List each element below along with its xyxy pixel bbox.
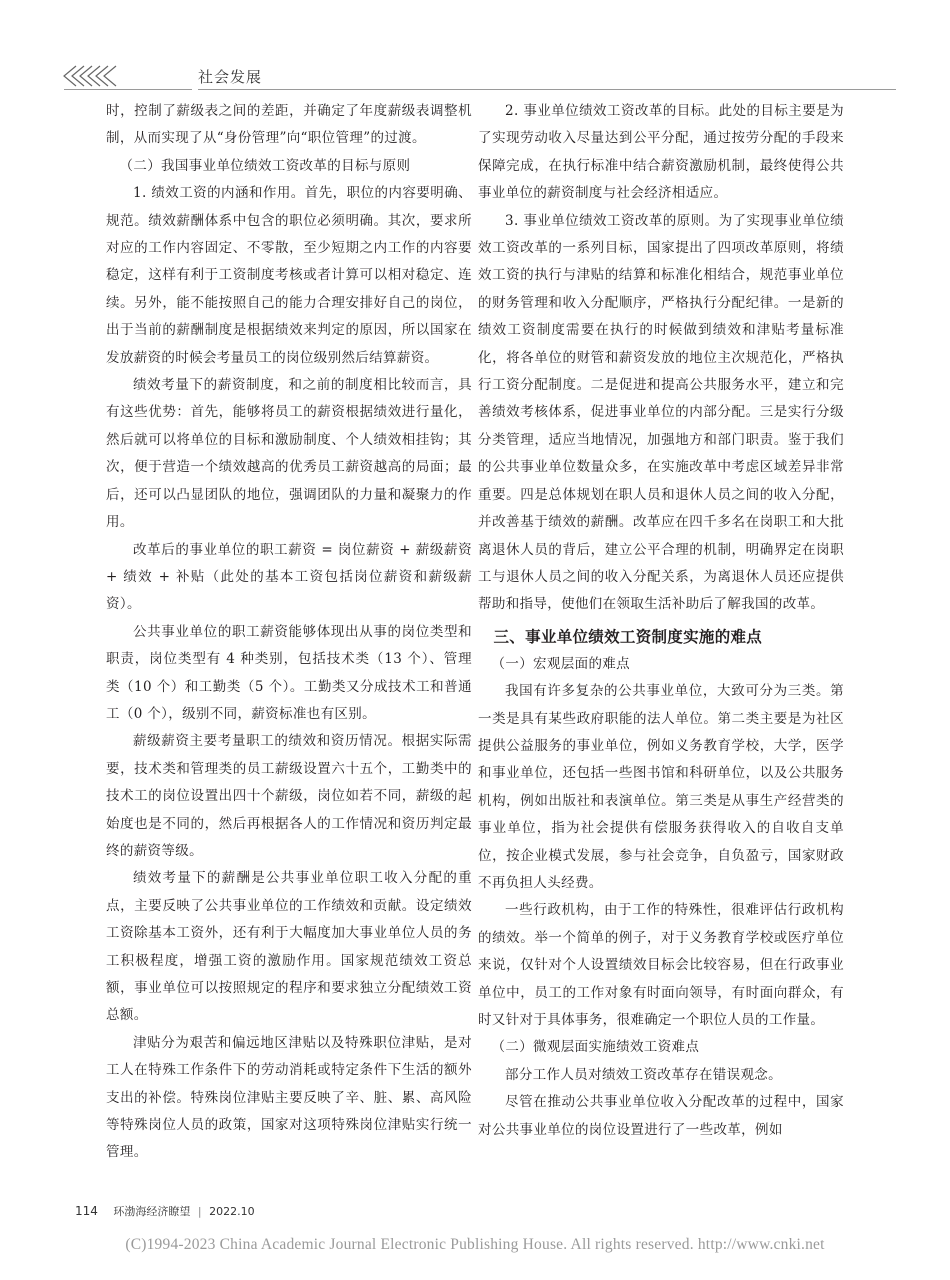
section-title: 社会发展 (198, 68, 263, 86)
paragraph: 公共事业单位的职工薪资能够体现出从事的岗位类型和职责，岗位类型有 4 种类别，包括技术类（13 个）、管理类（10 个）和工勤类（5 个）。工勤类又分成技术工和普通工（0 个），级别不同，薪资标准也有区别。 (106, 623, 472, 722)
subsection-heading: （二）微观层面实施绩效工资难点 (491, 1039, 700, 1056)
paragraph: 改革后的事业单位的职工薪资 = 岗位薪资 + 薪级薪资 + 绩效 + 补贴（此处的基本工资包括岗位薪资和薪级薪资）。 (106, 541, 472, 613)
footer-divider: | (197, 1205, 202, 1218)
journal-name: 环渤海经济瞭望 (113, 1205, 191, 1218)
issue-number: 2022.10 (209, 1205, 255, 1218)
paragraph: 绩效考量下的薪酬是公共事业单位职工收入分配的重点，主要反映了公共事业单位的工作绩效和贡献。设定绩效工资除基本工资外，还有利于大幅度加大事业单位人员的务工积极程度，增强工资的激励作用。国家规范绩效工资总额，事业单位可以按照规定的程序和要求独立分配绩效工资总额。 (106, 870, 472, 1024)
paragraph: 薪级薪资主要考量职工的绩效和资历情况。根据实际需要，技术类和管理类的员工薪级设置六十五个，工勤类中的技术工的岗位设置出四十个薪级，岗位如若不同，薪级的起始度也是不同的，然后再根据各人的工作情况和资历判定最终的薪资等级。 (106, 733, 472, 859)
paragraph: 一些行政机构，由于工作的特殊性，很难评估行政机构的绩效。举一个简单的例子，对于义务教育学校或医疗单位来说，仅针对个人设置绩效目标会比较容易，但在行政事业单位中，员工的工作对象有时面向领导，有时面向群众，有时又针对于具体事务，很难确定一个职位人员的工作量。 (478, 902, 844, 1028)
section-heading: 三、事业单位绩效工资制度实施的难点 (493, 627, 763, 646)
page-footer (75, 1203, 255, 1219)
subsection-heading: （二）我国事业单位绩效工资改革的目标与原则 (119, 157, 411, 174)
paragraph: 2. 事业单位绩效工资改革的目标。此处的目标主要是为了实现劳动收入尽量达到公平分配，通过按劳分配的手段来保障完成，在执行标准中结合薪资激励机制，最终使得公共事业单位的薪资制度与社会经济相适应。 (478, 103, 844, 202)
paragraph: 部分工作人员对绩效工资改革存在错误观念。 (505, 1066, 782, 1083)
left-column (106, 98, 472, 1167)
paragraph: 1. 绩效工资的内涵和作用。首先，职位的内容要明确、规范。绩效薪酬体系中包含的职位必须明确。其次，要求所对应的工作内容固定、不零散，至少短期之内工作的内容要稳定，这样有利于工资制度考核或者计算可以相对稳定、连续。另外，能不能按照自己的能力合理安排好自己的岗位，出于当前的薪酬制度是根据绩效来判定的原因，所以国家在发放薪资的时候会考量员工的岗位级别然后结算薪资。 (106, 185, 472, 366)
paragraph: 时，控制了薪级表之间的差距，并确定了年度薪级表调整机制，从而实现了从“身份管理”向“职位管理”的过渡。 (106, 103, 472, 147)
chevron-arrows-icon (62, 62, 192, 90)
paragraph: 3. 事业单位绩效工资改革的原则。为了实现事业单位绩效工资改革的一系列目标，国家提出了四项改革原则，将绩效工资的执行与津贴的结算和标准化相结合，规范事业单位的财务管理和收入分配顺序，严格执行分配纪律。一是新的绩效工资制度需要在执行的时候做到绩效和津贴考量标准化，将各单位的财管和薪资发放的地位主次规范化，严格执行工资分配制度。二是促进和提高公共服务水平，建立和完善绩效考核体系，促进事业单位的内部分配。三是实行分级分类管理，适应当地情况，加强地方和部门职责。鉴于我们的公共事业单位数量众多，在实施改革中考虑区域差异非常重要。四是总体规划在职人员和退休人员之间的收入分配，并改善基于绩效的薪酬。改革应在四千多名在岗职工和大批离退休人员的背后，建立公平合理的机制，明确界定在岗职工与退休人员之间的收入分配关系，为离退休人员还应提供帮助和指导，使他们在领取生活补助后了解我国的改革。 (478, 212, 844, 613)
subsection-heading: （一）宏观层面的难点 (491, 655, 630, 672)
paragraph: 津贴分为艰苦和偏远地区津贴以及特殊职位津贴，是对工人在特殊工作条件下的劳动消耗或特定条件下生活的额外支出的补偿。特殊岗位津贴主要反映了辛、脏、累、高风险等特殊岗位人员的政策，国家对这项特殊岗位津贴实行统一管理。 (106, 1034, 472, 1161)
right-column (478, 98, 844, 1144)
page-number: 114 (75, 1204, 98, 1218)
paragraph: 我国有许多复杂的公共事业单位，大致可分为三类。第一类是具有某些政府职能的法人单位。第二类主要是为社区提供公益服务的事业单位，例如义务教育学校，大学，医学和事业单位，还包括一些图书馆和科研单位，以及公共服务机构，例如出版社和表演单位。第三类是从事生产经营类的事业单位，指为社会提供有偿服务获得收入的自收自支单位，按企业模式发展，参与社会竞争，自负盈亏，国家财政不再负担人头经费。 (478, 683, 844, 891)
paragraph: 尽管在推动公共事业单位收入分配改革的过程中，国家对公共事业单位的岗位设置进行了一些改革，例如 (478, 1094, 844, 1138)
running-header (62, 62, 896, 90)
copyright-line: (C)1994-2023 China Academic Journal Electronic Publishing House. All rights reserved. http://www.cnki.net (125, 1236, 825, 1253)
header-rule (198, 89, 896, 90)
paragraph: 绩效考量下的薪资制度，和之前的制度相比较而言，具有这些优势：首先，能够将员工的薪资根据绩效进行量化，然后就可以将单位的目标和激励制度、个人绩效相挂钩；其次，便于营造一个绩效越高的优秀员工薪资越高的局面；最后，还可以凸显团队的地位，强调团队的力量和凝聚力的作用。 (106, 377, 472, 531)
